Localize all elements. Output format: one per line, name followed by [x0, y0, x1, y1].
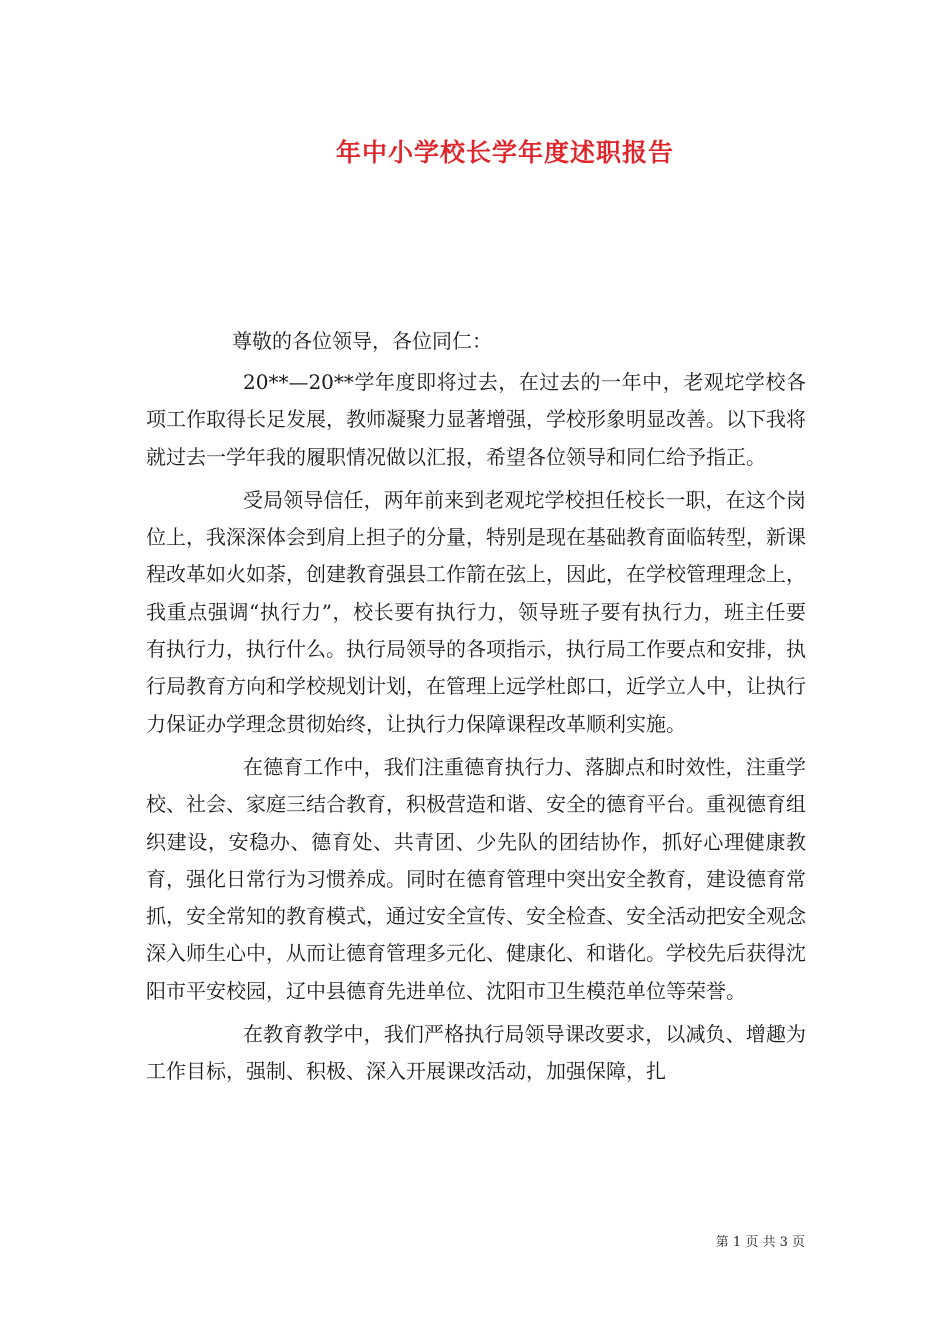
document-body: [146, 323, 806, 1091]
paragraph: 受局领导信任，两年前来到老观坨学校担任校长一职，在这个岗位上，我深深体会到肩上担子的分量，特别是现在基础教育面临转型，新课程改革如火如荼，创建教育强县工作箭在弦上，因此，在学校管理理念上，我重点强调“执行力”，校长要有执行力，领导班子要有执行力，班主任要有执行力，执行什么。执行局领导的各项指示，执行局工作要点和安排，执行局教育方向和学校规划计划，在管理上远学杜郎口，近学立人中，让执行力保证办学理念贯彻始终，让执行力保障课程改革顺利实施。: [146, 487, 806, 736]
salutation: 尊敬的各位领导，各位同仁：: [232, 329, 492, 353]
page-number-footer: 第 1 页 共 3 页: [715, 1235, 805, 1250]
paragraph: 在德育工作中，我们注重德育执行力、落脚点和时效性，注重学校、社会、家庭三结合教育，积极营造和谐、安全的德育平台。重视德育组织建设，安稳办、德育处、共青团、少先队的团结协作，抓好心理健康教育，强化日常行为习惯养成。同时在德育管理中突出安全教育，建设德育常抓，安全常知的教育模式，通过安全宣传、安全检查、安全活动把安全观念深入师生心中，从而让德育管理多元化、健康化、和谐化。学校先后获得沈阳市平安校园，辽中县德育先进单位、沈阳市卫生模范单位等荣誉。: [146, 754, 806, 1003]
paragraph: 20**—20**学年度即将过去，在过去的一年中，老观坨学校各项工作取得长足发展，教师凝聚力显著增强，学校形象明显改善。以下我将就过去一学年我的履职情况做以汇报，希望各位领导和同仁给予指正。: [146, 370, 806, 469]
document-title: 年中小学校长学年度述职报告: [335, 138, 674, 167]
paragraph: 在教育教学中，我们严格执行局领导课改要求，以减负、增趣为工作目标，强制、积极、深入开展课改活动，加强保障，扎: [146, 1022, 806, 1084]
